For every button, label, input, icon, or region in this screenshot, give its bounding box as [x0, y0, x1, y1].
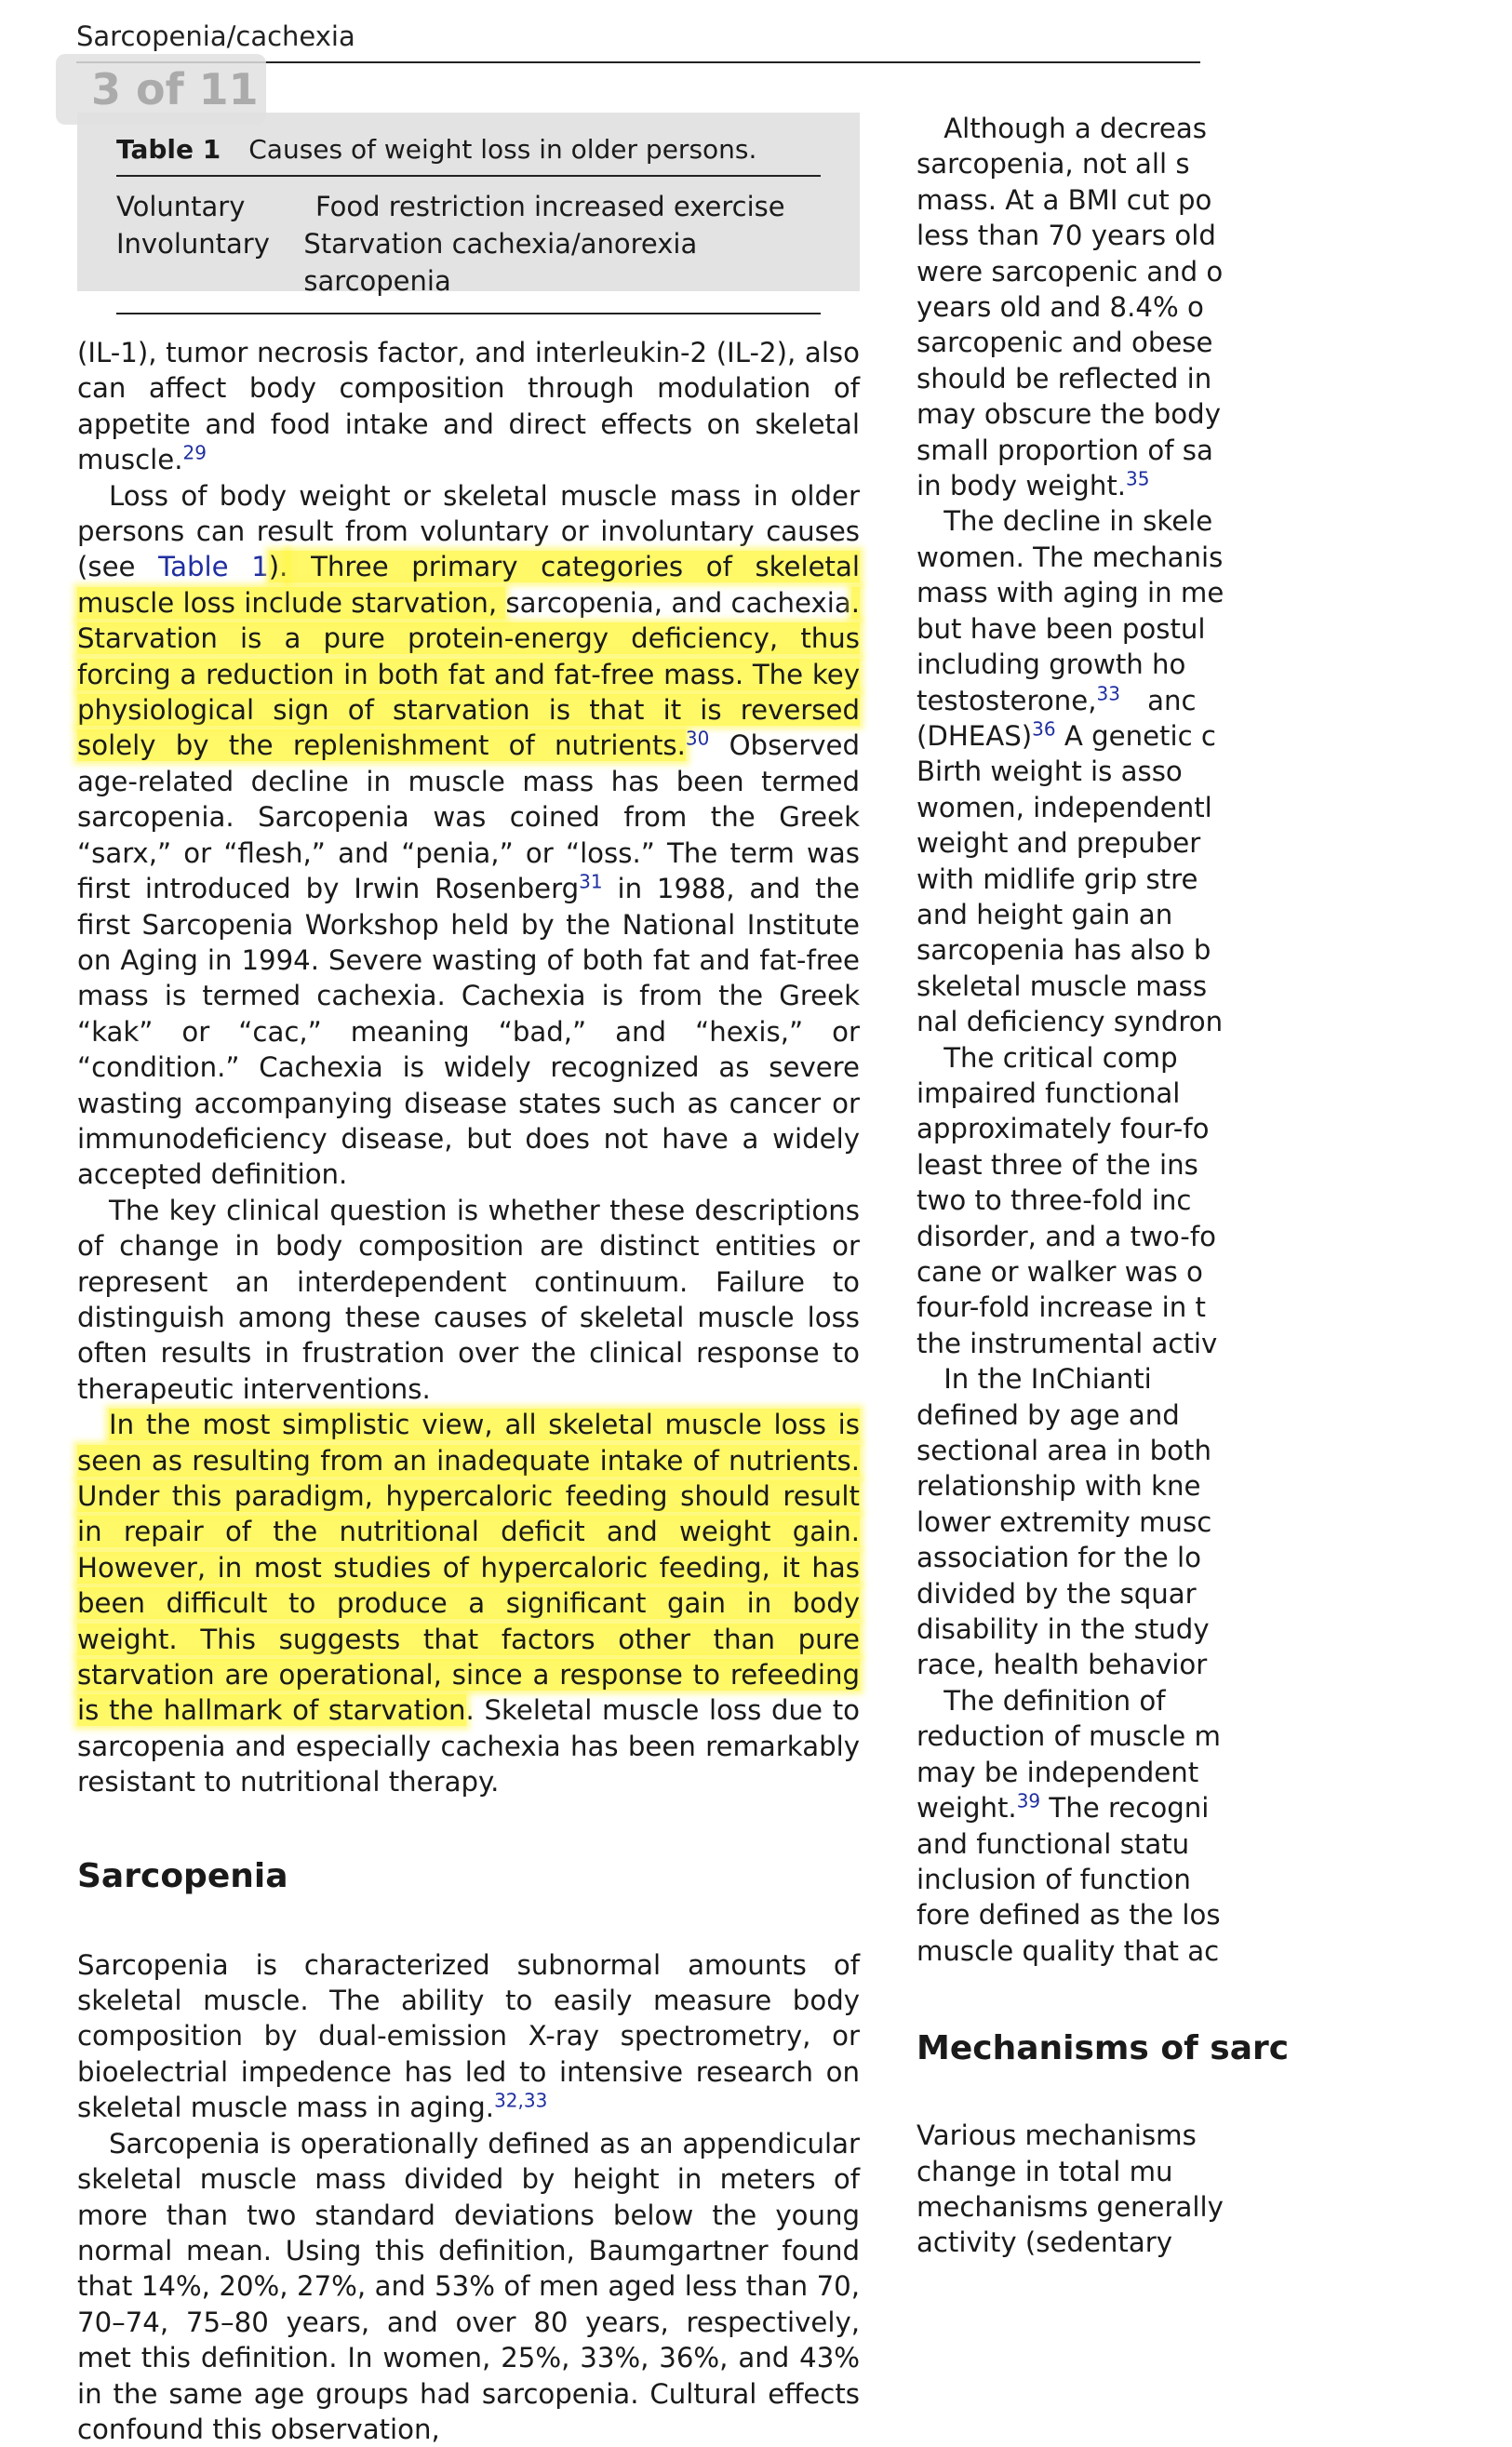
highlight: ). [268, 551, 288, 583]
paragraph [77, 1407, 860, 1799]
text-line: cane or walker was o [917, 1256, 1203, 1288]
text-line: but have been postul [917, 612, 1206, 645]
text-line: nal deficiency syndron [917, 1006, 1224, 1038]
text-line: sarcopenia, not all s [917, 148, 1190, 181]
text-line: less than 70 years old [917, 220, 1216, 252]
text-line: muscle quality that ac [917, 1934, 1220, 1967]
text-line: disability in the study [917, 1613, 1210, 1646]
highlight: . Starvation is a pure protein-energy deficiency, thus forcing a reduction in both fat and fat-free mass. The key physiological sign of starvation is that it is reversed solely by the replenishment of nutrients. [77, 586, 860, 762]
paragraph: The key clinical question is whether these descriptions of change in body composition are distinct entities or represent an interdependent continuum. Failure to distinguish among these causes of skeletal muscle loss often results in frustration over the clinical response to therapeutic interventions. [77, 1194, 860, 1405]
text-line: association for the lo [917, 1542, 1201, 1574]
text-line: impaired functional [917, 1076, 1181, 1109]
highlight: In the most simplistic view, all skeletal muscle loss is seen as resulting from an inadequate intake of nutrients. Under this paradigm, hypercaloric feeding should result in repair of the nutritional deficit and weight gain. However, in most studies of hypercaloric feeding, it has been difficult to produce a significant gain in body weight. This suggests that factors other than pure starvation are operational, since a response to refeeding is the hallmark of starvation [77, 1409, 860, 1727]
text-line: and height gain an [917, 898, 1173, 930]
page-indicator-badge: 3 of 11 [56, 54, 266, 125]
text: Sarcopenia is characterized subnormal amounts of skeletal muscle. The ability to easily measure body composition by dual-emission X-ray spectrometry, or bioelectrial impedence has led to intensive research on skeletal muscle mass in aging. [77, 1948, 860, 2124]
text-line: and functional statu [917, 1827, 1190, 1860]
text: in 1988, and the first Sarcopenia Workshop held by the National Institute on Aging in 1994. Severe wasting of both fat and fat-free mass is termed cachexia. Cachexia is from the Greek “kak” or “cac,” meaning “bad,” and “hexis,” or “condition.” Cachexia is widely recognized as severe wasting accompanying disease states such as cancer or immunodeficiency disease, but does not have a widely accepted definition. [77, 873, 860, 1191]
table-rule [116, 175, 821, 177]
right-lines-1 [917, 111, 1512, 503]
text-line: including growth ho [917, 649, 1186, 681]
text: . Skeletal muscle loss due to sarcopenia and especially cachexia has been remarkably resistant to nutritional therapy. [77, 1694, 861, 1798]
text-line: sarcopenic and obese [917, 327, 1213, 359]
table-label: Table 1 [116, 134, 221, 165]
table-row [116, 188, 821, 225]
text-line: the instrumental activ [917, 1327, 1218, 1359]
text-line: disorder, and a two-fo [917, 1220, 1216, 1252]
text: (IL-1), tumor necrosis factor, and interleukin-2 (IL-2), also can affect body composition through modulation of appetite and food intake and direct effects on skeletal muscle. [77, 337, 860, 476]
citation-link[interactable]: 32,33 [494, 2089, 548, 2112]
text-line: weight.$^{39}$ The recogni [917, 1789, 1210, 1825]
text-line: mechanisms generally [917, 2190, 1224, 2223]
text-line: The decline in skele [917, 505, 1213, 538]
text-line: were sarcopenic and o [917, 255, 1224, 287]
section-heading: Sarcopenia [77, 1856, 288, 1895]
text-line: sectional area in both [917, 1435, 1211, 1467]
table-cell-type: Voluntary [116, 191, 246, 222]
text: Loss of body weight or skeletal muscle mass in older persons can result from voluntary or involuntary causes (see [77, 479, 860, 583]
text-line: should be reflected in [917, 362, 1212, 394]
citation-link[interactable]: 29 [182, 441, 207, 464]
text-line: inclusion of function [917, 1863, 1191, 1895]
table-cell-type: Involuntary [116, 228, 270, 260]
table-cell-causes: Food restriction increased exercise [315, 191, 785, 222]
right-column [917, 111, 1512, 2261]
text-line: Various mechanisms [917, 2119, 1197, 2152]
text-line: reduction of muscle m [917, 1720, 1221, 1753]
text-line: sarcopenia has also b [917, 934, 1211, 967]
text-line: with midlife grip stre [917, 862, 1198, 895]
citation-link[interactable]: 30 [685, 727, 710, 750]
left-column [77, 335, 860, 2447]
table-1-link[interactable]: Table 1 [158, 551, 269, 583]
text-line: race, health behavior [917, 1649, 1208, 1681]
right-lines-4 [917, 2118, 1512, 2261]
table-caption-text: Causes of weight loss in older persons. [248, 134, 757, 165]
text-line: lower extremity musc [917, 1505, 1212, 1538]
text-line: weight and prepuber [917, 827, 1201, 860]
highlight: Three primary categories of skeletal muscle loss include starvation, [77, 551, 860, 619]
paragraph: Sarcopenia is operationally defined as an appendicular skeletal muscle mass divided by height in meters of more than two standard deviations below the young normal mean. Using this definition, Baumgartner found that 14%, 20%, 27%, and 53% of men aged less than 70, 70–74, 75–80 years, and over 80 years, respectively, met this definition. In women, 25%, 33%, 36%, and 43% in the same age groups had sarcopenia. Cultural effects confound this observation, [77, 2127, 860, 2445]
citation-link[interactable]: 33 [1096, 681, 1120, 704]
text-line: (DHEAS)$^{36}$ A genetic c [917, 717, 1216, 752]
text-line: four-fold increase in t [917, 1291, 1206, 1324]
text-line: may obscure the body [917, 398, 1221, 431]
text-line: change in total mu [917, 2155, 1173, 2187]
text-line: least three of the ins [917, 1148, 1198, 1181]
text-line: fore defined as the los [917, 1899, 1221, 1932]
text: Observed age-related decline in muscle mass has been termed sarcopenia. Sarcopenia was coined from the Greek “sarx,” or “flesh,” and “penia,” or “loss.” The term was first introduced by Irwin Rosenberg [77, 729, 860, 905]
text-line: Birth weight is asso [917, 755, 1183, 788]
paragraph [77, 478, 860, 1193]
table-1 [77, 113, 860, 297]
paragraph [77, 335, 860, 478]
text-line: The definition of [917, 1684, 1166, 1717]
citation-link[interactable]: 39 [1016, 1789, 1041, 1812]
text-line: In the InChianti [917, 1363, 1152, 1396]
text-line: mass with aging in me [917, 577, 1224, 609]
text-line: The critical comp [917, 1041, 1178, 1074]
right-lines-2a [917, 503, 1512, 682]
text-line: women. The mechanis [917, 541, 1224, 573]
text-line: testosterone,$^{33}$ anc [917, 681, 1197, 716]
text-line: defined by age and [917, 1398, 1180, 1431]
section-heading: Mechanisms of sarc [917, 2029, 1290, 2068]
right-lines-2b [917, 754, 1512, 1790]
table-cell-causes: Starvation cachexia/anorexia sarcopenia [303, 228, 698, 297]
text-line: in body weight.$^{35}$ [917, 467, 1150, 502]
table-row [116, 225, 821, 300]
text-line: may be independent [917, 1756, 1199, 1788]
text-line: approximately four-fo [917, 1113, 1210, 1145]
table-caption [116, 129, 821, 170]
text-line: Although a decreas [917, 113, 1207, 144]
table-rule-bottom [116, 313, 821, 314]
text-line: small proportion of sa [917, 434, 1213, 466]
running-title: Sarcopenia/cachexia [76, 20, 355, 52]
text-line: women, independentl [917, 791, 1212, 823]
text-line: years old and 8.4% o [917, 291, 1204, 324]
text-line: two to three-fold inc [917, 1184, 1192, 1217]
citation-link[interactable]: 31 [579, 870, 603, 893]
text: sarcopenia, and cachexia [505, 586, 851, 619]
text-line: skeletal muscle mass [917, 969, 1208, 1002]
text-line: relationship with kne [917, 1470, 1201, 1503]
right-lines-3 [917, 1826, 1512, 1970]
text-line: mass. At a BMI cut po [917, 183, 1212, 216]
text-line: activity (sedentary [917, 2226, 1173, 2259]
citation-link[interactable]: 35 [1126, 467, 1150, 490]
citation-link[interactable]: 36 [1032, 717, 1056, 741]
paragraph [77, 1947, 860, 2126]
text-line: divided by the squar [917, 1577, 1197, 1610]
